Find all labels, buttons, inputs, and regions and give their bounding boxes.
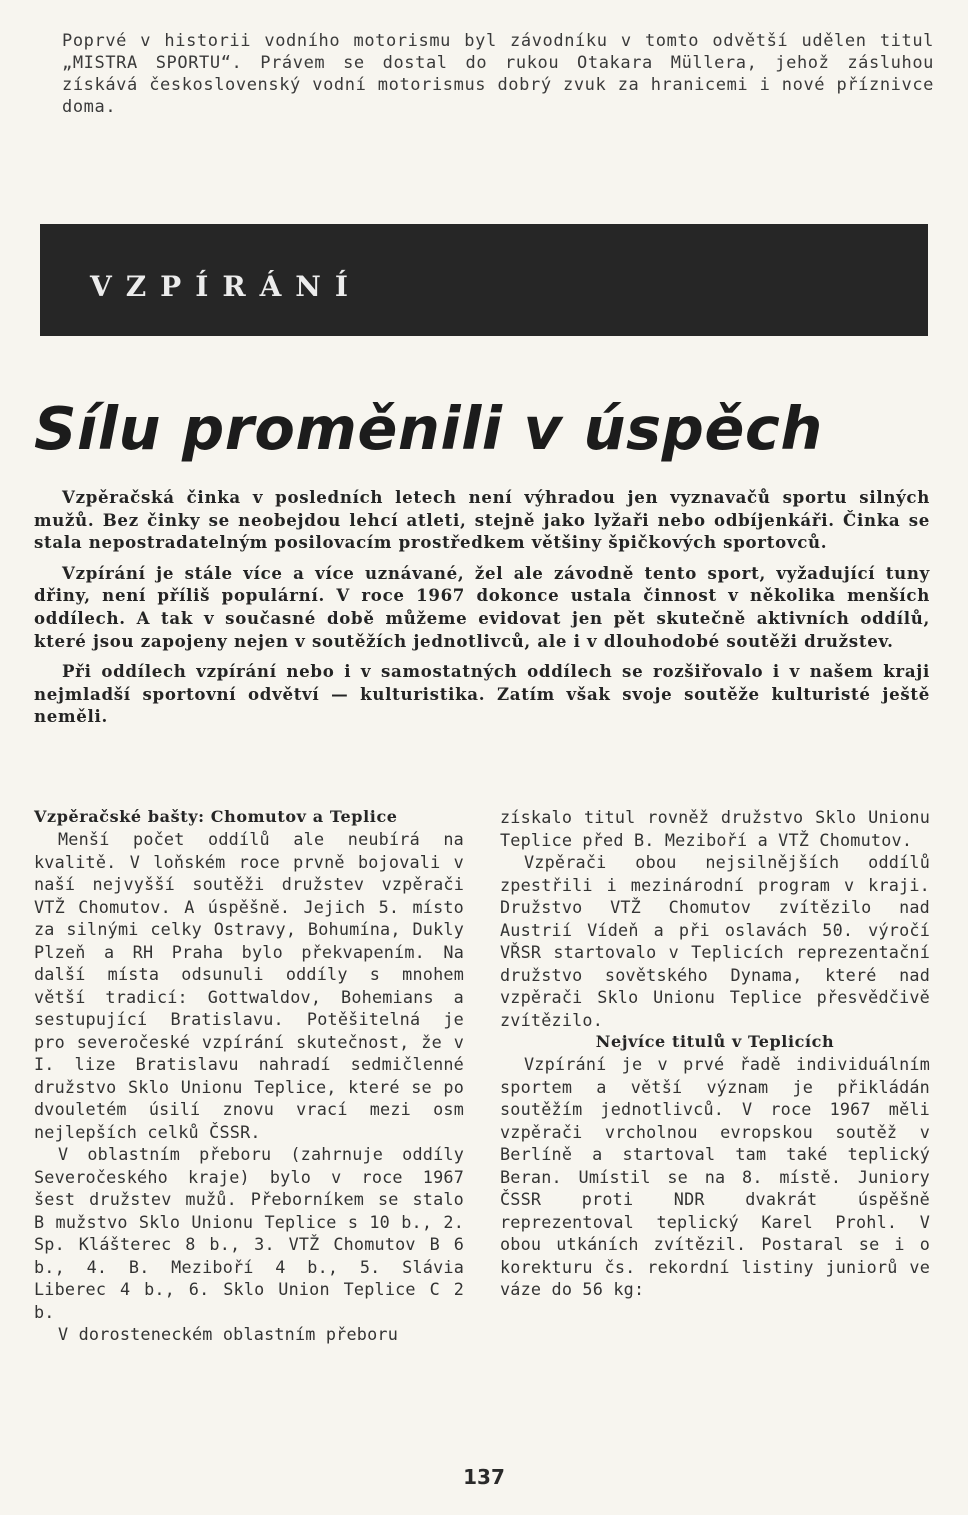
body-paragraph: Vzpěrači obou nejsilnějších oddílů zpestřili i mezinárodní program v kraji. Družstvo VTŽ Chomutov zvítězilo nad Austrií Vídeň a při oslavách 50. výročí VŘSR startovalo v Teplicích reprezentační družstvo sovětského Dynama, které nad vzpěrači Sklo Unionu Teplice přesvědčivě zvítězilo. <box>500 852 930 1030</box>
continuation-paragraph: získalo titul rovněž družstvo Sklo Unionu Teplice před B. Meziboří a VTŽ Chomutov. <box>500 807 930 850</box>
lead-paragraph: Při oddílech vzpírání nebo i v samostatných oddílech se rozšiřovalo i v našem kraji nejmladší sportovní odvětví — kulturistika. Zatím však svoje soutěže kulturisté ještě neměli. <box>34 661 930 727</box>
right-subheading: Nejvíce titulů v Teplicích <box>595 1032 835 1051</box>
body-paragraph: V oblastním přeboru (zahrnuje oddíly Severočeského kraje) bylo v roce 1967 šest družstev mužů. Přeborníkem se stalo B mužstvo Sklo Unionu Teplice s 10 b., 2. Sp. Klášterec 8 b., 3. VTŽ Chomutov B 6 b., 4. B. Meziboří 4 b., 5. Slávia Liberec 4 b., 6. Sklo Union Teplice C 2 b. <box>34 1144 464 1322</box>
section-title: VZPÍRÁNÍ <box>90 270 363 303</box>
lead-paragraph: Vzpírání je stále více a více uznávané, žel ale závodně tento sport, vyžadující tuny dřiny, není příliš populární. V roce 1967 dokonce ustala činnost v několika menších oddílech. A tak v současné době můžeme evidovat jen pět skutečně aktivních oddílů, které jsou zapojeny nejen v soutěžích jednotlivců, ale i v dlouhodobé soutěži družstev. <box>34 562 930 651</box>
left-column <box>34 806 464 1346</box>
article-lead <box>34 486 930 736</box>
left-subheading: Vzpěračské bašty: Chomutov a Teplice <box>34 807 398 826</box>
section-banner <box>40 224 928 336</box>
page-number: 137 <box>463 1465 505 1489</box>
body-paragraph: Menší počet oddílů ale neubírá na kvalitě. V loňském roce prvně bojovali v naší nejvyšší soutěži družstev vzpěrači VTŽ Chomutov. A úspěšně. Jejich 5. místo za silnými celky Ostravy, Bohumína, Dukly Plzeň a RH Praha bylo překvapením. Na další místa odsunuli oddíly s mnohem větší tradicí: Gottwaldov, Bohemians a sestupující Bratislavu. Potěšitelná je pro severočeské vzpírání skutečnost, že v I. lize Bratislavu nahradí sedmičlenné družstvo Sklo Unionu Teplice, které se po dvouletém úsilí znovu vrací mezi osm nejlepších celků ČSSR. <box>34 829 464 1142</box>
body-paragraph: V dorosteneckém oblastním přeboru <box>58 1324 399 1344</box>
right-column <box>500 806 930 1301</box>
body-paragraph: Vzpírání je v prvé řadě individuálním sportem a větší význam je přikládán soutěžím jednotlivců. V roce 1967 měli vzpěrači vrcholnou evropskou soutěž v Berlíně a startoval tam také teplický Beran. Umístil se na 8. místě. Juniory ČSSR proti NDR dvakrát úspěšně reprezentoval teplický Karel Prohl. V obou utkáních zvítězil. Postaral se i o korekturu čs. rekordní listiny juniorů ve váze do 56 kg: <box>500 1054 930 1299</box>
intro-paragraph: Poprvé v historii vodního motorismu byl závodníku v tomto odvětší udělen titul „MISTRA SPORTU“. Právem se dostal do rukou Otakara Müllera, jehož zásluhou získává československý vodní motorismus dobrý zvuk za hranicemi i nové příznivce doma. <box>62 31 934 117</box>
article-headline: Sílu proměnili v úspěch <box>34 394 823 463</box>
lead-paragraph: Vzpěračská činka v posledních letech není výhradou jen vyznavačů sportu silných mužů. Bez činky se neobejdou lehcí atleti, stejně jako lyžaři nebo odbíjenkáři. Činka se stala nepostradatelným posilovacím prostředkem většiny špičkových sportovců. <box>34 487 930 553</box>
